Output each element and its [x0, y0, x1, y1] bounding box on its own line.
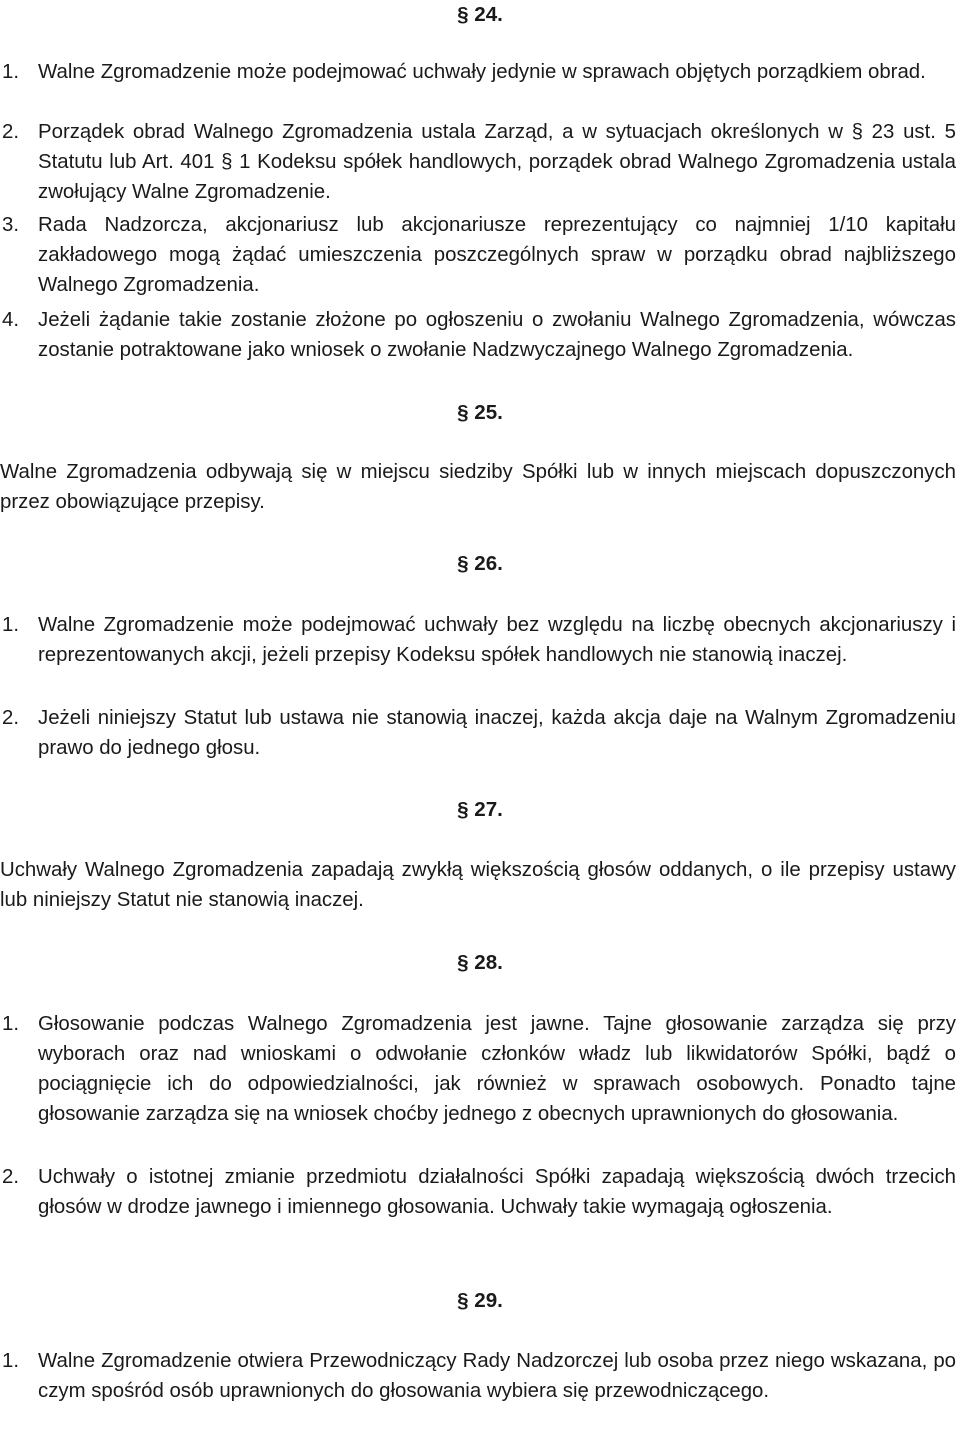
list-item — [0, 610, 956, 670]
paragraph: Uchwały Walnego Zgromadzenia zapadają zwykłą większością głosów oddanych, o ile przepisy ustawy lub niniejszy Statut nie stanowią inaczej. — [0, 859, 956, 911]
item-number: 1. — [2, 614, 20, 636]
item-number: 1. — [2, 1013, 20, 1035]
list-item — [0, 210, 956, 300]
section-heading-27: § 27. — [457, 798, 503, 821]
item-number: 2. — [2, 121, 20, 143]
list-item — [0, 57, 956, 87]
item-text: Uchwały o istotnej zmianie przedmiotu działalności Spółki zapadają większością dwóch trzecich głosów w drodze jawnego i imiennego głosowania. Uchwały takie wymagają ogłoszenia. — [38, 1166, 956, 1218]
list-item — [0, 1009, 956, 1129]
section-heading-29: § 29. — [457, 1289, 503, 1312]
item-text: Jeżeli żądanie takie zostanie złożone po ogłoszeniu o zwołaniu Walnego Zgromadzenia, wówczas zostanie potraktowane jako wniosek o zwołanie Nadzwyczajnego Walnego Zgromadzenia. — [38, 309, 956, 361]
item-text: Rada Nadzorcza, akcjonariusz lub akcjonariusze reprezentujący co najmniej 1/10 kapitału zakładowego mogą żądać umieszczenia poszczególnych spraw w porządku obrad najbliższego Walnego Zgromadzenia. — [38, 214, 956, 296]
list-item — [0, 305, 956, 365]
item-number: 1. — [2, 61, 20, 83]
section-heading-25: § 25. — [457, 401, 503, 424]
item-number: 2. — [2, 1166, 20, 1188]
section-heading-26: § 26. — [457, 552, 503, 575]
list-item — [0, 1346, 956, 1406]
section-heading-28: § 28. — [457, 951, 503, 974]
item-number: 2. — [2, 707, 20, 729]
item-text: Głosowanie podczas Walnego Zgromadzenia jest jawne. Tajne głosowanie zarządza się przy wyborach oraz nad wnioskami o odwołanie członków władz lub likwidatorów Spółki, bądź o pociągnięcie ich do odpowiedzialności, jak również w sprawach osobowych. Ponadto tajne głosowanie zarządza się na wniosek choćby jednego z obecnych uprawnionych do głosowania. — [38, 1013, 956, 1125]
section-heading-24: § 24. — [457, 3, 503, 26]
list-item — [0, 703, 956, 763]
item-number: 4. — [2, 309, 20, 331]
item-text: Porządek obrad Walnego Zgromadzenia ustala Zarząd, a w sytuacjach określonych w § 23 ust. 5 Statutu lub Art. 401 § 1 Kodeksu spółek handlowych, porządek obrad Walnego Zgromadzenia ustala zwołujący Walne Zgromadzenie. — [38, 121, 956, 203]
list-item — [0, 1162, 956, 1222]
item-number: 1. — [2, 1350, 20, 1372]
item-text: Jeżeli niniejszy Statut lub ustawa nie stanowią inaczej, każda akcja daje na Walnym Zgromadzeniu prawo do jednego głosu. — [38, 707, 956, 759]
paragraph: Walne Zgromadzenia odbywają się w miejscu siedziby Spółki lub w innych miejscach dopuszczonych przez obowiązujące przepisy. — [0, 461, 956, 513]
item-text: Walne Zgromadzenie otwiera Przewodniczący Rady Nadzorczej lub osoba przez niego wskazana, po czym spośród osób uprawnionych do głosowania wybiera się przewodniczącego. — [38, 1350, 956, 1402]
item-text: Walne Zgromadzenie może podejmować uchwały bez względu na liczbę obecnych akcjonariuszy i reprezentowanych akcji, jeżeli przepisy Kodeksu spółek handlowych nie stanowią inaczej. — [38, 614, 956, 666]
item-text: Walne Zgromadzenie może podejmować uchwały jedynie w sprawach objętych porządkiem obrad. — [38, 61, 926, 83]
list-item — [0, 117, 956, 207]
item-number: 3. — [2, 214, 20, 236]
